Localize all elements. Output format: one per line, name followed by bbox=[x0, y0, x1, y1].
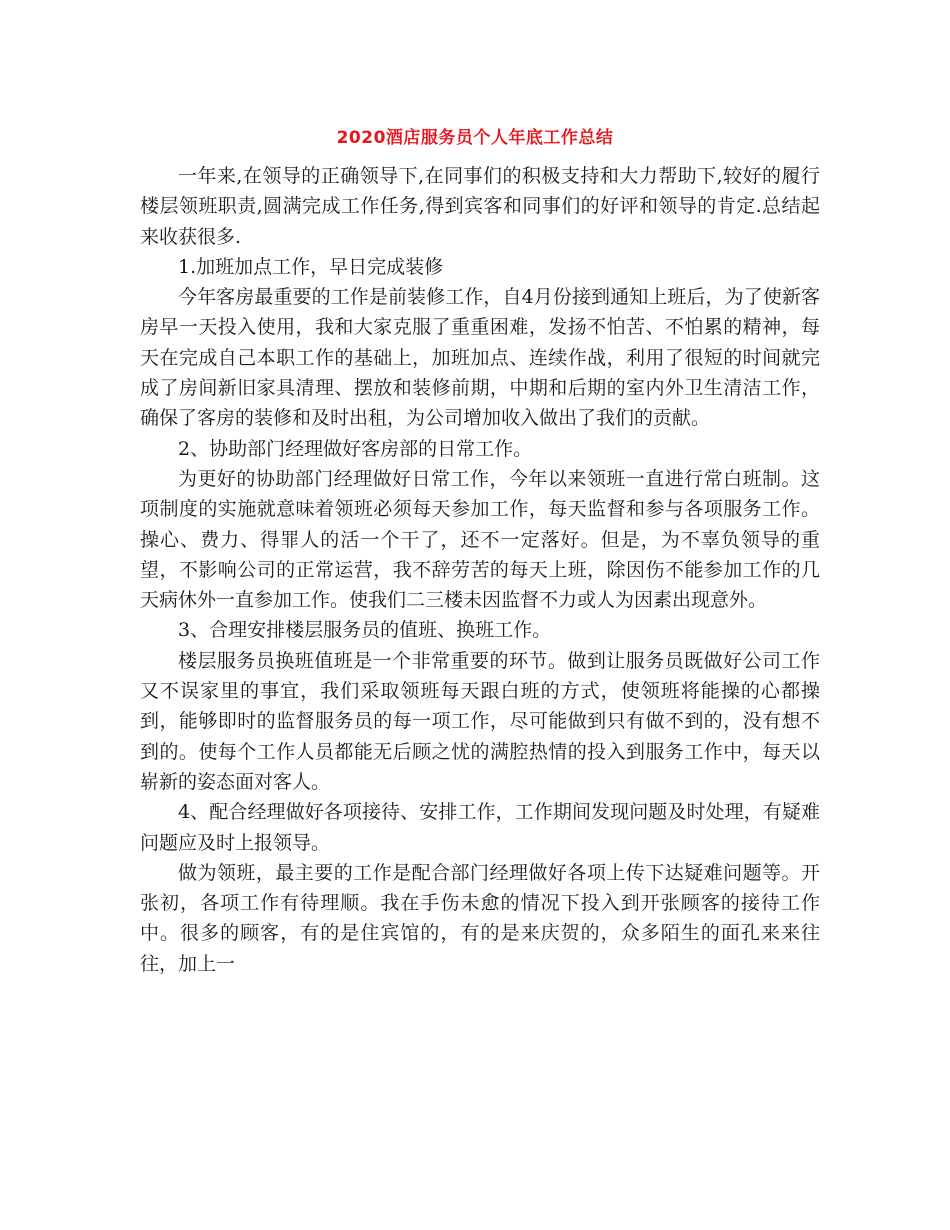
document-body bbox=[140, 161, 820, 979]
section-heading-2: 2、协助部门经理做好客房部的日常工作。 bbox=[178, 437, 533, 460]
section-heading-4: 4、配合经理做好各项接待、安排工作，工作期间发现问题及时处理，有疑难问题应及时上报领导。 bbox=[140, 801, 820, 854]
paragraph-section-1: 今年客房最重要的工作是前装修工作，自4月份接到通知上班后，为了使新客房早一天投入使用，我和大家克服了重重困难，发扬不怕苦、不怕累的精神，每天在完成自己本职工作的基础上，加班加点、连续作战，利用了很短的时间就完成了房间新旧家具清理、摆放和装修前期，中期和后期的室内外卫生清洁工作，确保了客房的装修和及时出租，为公司增加收入做出了我们的贡献。 bbox=[140, 286, 820, 430]
section-heading-3: 3、合理安排楼层服务员的值班、换班工作。 bbox=[178, 619, 552, 642]
section-heading-1: 1.加班加点工作，早日完成装修 bbox=[178, 255, 444, 278]
paragraph-section-4: 做为领班，最主要的工作是配合部门经理做好各项上传下达疑难问题等。开张初，各项工作有待理顺。我在手伤未愈的情况下投入到开张顾客的接待工作中。很多的顾客，有的是住宾馆的，有的是来庆贺的，众多陌生的面孔来来往往，加上一 bbox=[140, 861, 820, 975]
document-title: 2020酒店服务员个人年底工作总结 bbox=[336, 128, 614, 148]
paragraph-intro: 一年来,在领导的正确领导下,在同事们的积极支持和大力帮助下,较好的履行楼层领班职责,圆满完成工作任务,得到宾客和同事们的好评和领导的肯定.总结起来收获很多. bbox=[140, 165, 820, 248]
paragraph-section-2: 为更好的协助部门经理做好日常工作，今年以来领班一直进行常白班制。这项制度的实施就意味着领班必须每天参加工作，每天监督和参与各项服务工作。操心、费力、得罪人的活一个干了，还不一定落好。但是，为不辜负领导的重望，不影响公司的正常运营，我不辞劳苦的每天上班，除因伤不能参加工作的几天病休外一直参加工作。使我们二三楼未因监督不力或人为因素出现意外。 bbox=[140, 467, 820, 612]
paragraph-section-3: 楼层服务员换班值班是一个非常重要的环节。做到让服务员既做好公司工作又不误家里的事宜，我们采取领班每天跟白班的方式，使领班将能操的心都操到，能够即时的监督服务员的每一项工作，尽可能做到只有做不到的，没有想不到的。使每个工作人员都能无后顾之忧的满腔热情的投入到服务工作中，每天以崭新的姿态面对客人。 bbox=[140, 649, 820, 793]
